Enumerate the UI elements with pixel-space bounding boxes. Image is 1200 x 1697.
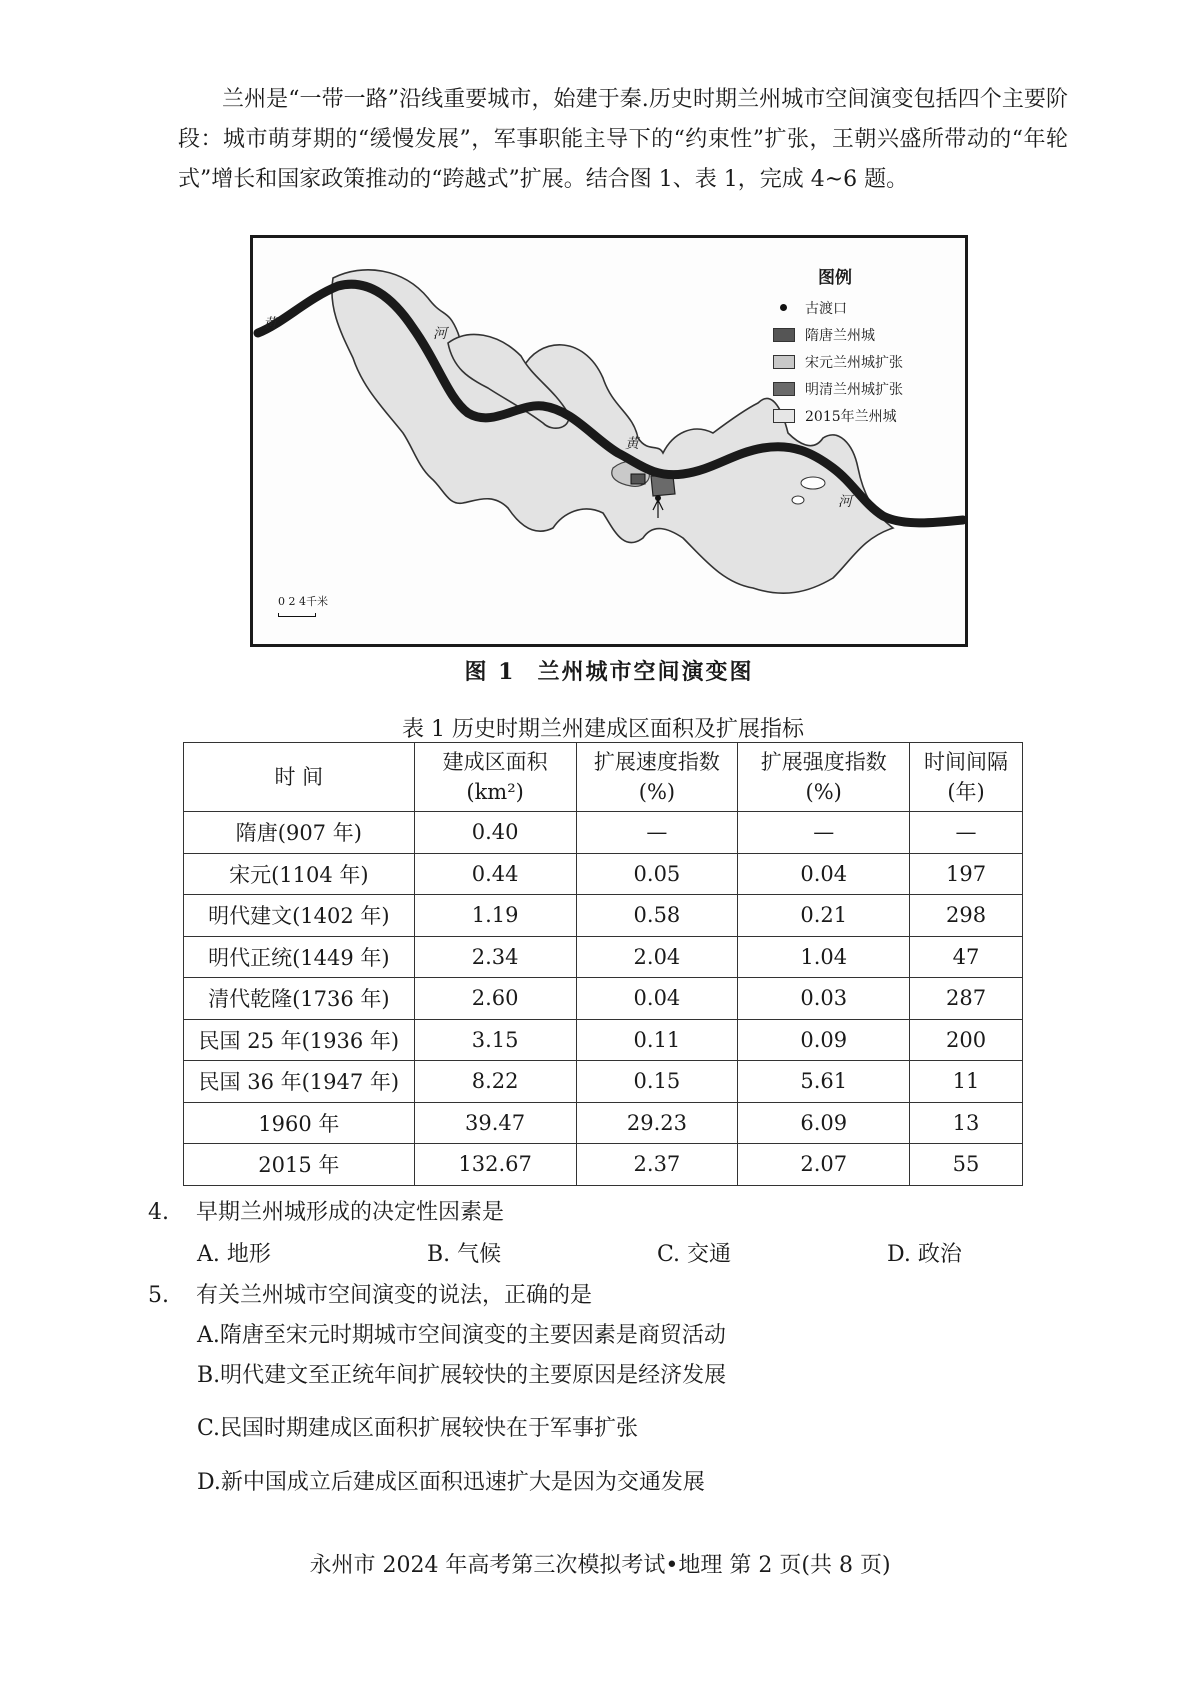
table-cell: 1.19 (414, 895, 576, 937)
legend-title: 图例 (818, 268, 852, 288)
table-cell: 11 (910, 1061, 1023, 1103)
header-interval: 时间间隔 (年) (910, 743, 1023, 812)
table-cell: 民国 25 年(1936 年) (184, 1019, 415, 1061)
option-c: C. 交通 (657, 1242, 732, 1267)
table-row (184, 895, 1023, 937)
question-stem: 有关兰州城市空间演变的说法，正确的是 (196, 1283, 593, 1308)
question-stem: 早期兰州城形成的决定性因素是 (196, 1200, 505, 1225)
option-b: B. 气候 (427, 1242, 502, 1267)
legend-item-suitang (773, 321, 953, 348)
table-cell: 39.47 (414, 1102, 576, 1144)
scale-label: 0 2 4千米 (278, 595, 328, 608)
table-row (184, 1061, 1023, 1103)
table-cell: — (576, 812, 738, 854)
question-4-options (197, 1237, 977, 1268)
option-a: A. 地形 (197, 1242, 271, 1267)
table-row (184, 1019, 1023, 1061)
header-time: 时 间 (184, 743, 415, 812)
header-speed: 扩展速度指数 (%) (576, 743, 738, 812)
legend-item-ferry (773, 294, 953, 321)
table-cell: 0.04 (738, 853, 910, 895)
table-cell: — (910, 812, 1023, 854)
table-cell: 8.22 (414, 1061, 576, 1103)
dot-icon (773, 301, 795, 315)
table-cell: 200 (910, 1019, 1023, 1061)
table-cell: 1.04 (738, 936, 910, 978)
table-cell: 隋唐(907 年) (184, 812, 415, 854)
table-cell: 0.03 (738, 978, 910, 1020)
table-row (184, 812, 1023, 854)
table-cell: 5.61 (738, 1061, 910, 1103)
table-cell: 2.07 (738, 1144, 910, 1186)
table-cell: 55 (910, 1144, 1023, 1186)
legend-swatch (773, 328, 795, 342)
table-row (184, 936, 1023, 978)
table-cell: 0.09 (738, 1019, 910, 1061)
river-label: 河 (838, 494, 852, 510)
map-legend (773, 263, 953, 429)
option-a: A.隋唐至宋元时期城市空间演变的主要因素是商贸活动 (197, 1323, 726, 1348)
table-cell: 132.67 (414, 1144, 576, 1186)
legend-item-mingqing (773, 375, 953, 402)
table-cell: 2015 年 (184, 1144, 415, 1186)
legend-label: 明清兰州城扩张 (805, 381, 903, 398)
intro-paragraph: 兰州是“一带一路”沿线重要城市，始建于秦.历史时期兰州城市空间演变包括四个主要阶段：城市萌芽期的“缓慢发展”，军事职能主导下的“约束性”扩张，王朝兴盛所带动的“年轮式”增长和国家政策推动的“跨越式”扩展。结合图 1、表 1，完成 4~6 题。 (178, 87, 1068, 192)
legend-swatch (773, 355, 795, 369)
legend-item-2015 (773, 402, 953, 429)
river-label: 河 (433, 326, 447, 342)
table-cell: 明代正统(1449 年) (184, 936, 415, 978)
question-number: 5. (148, 1283, 169, 1308)
table-cell: 2.34 (414, 936, 576, 978)
table-cell: 47 (910, 936, 1023, 978)
table-cell: 0.44 (414, 853, 576, 895)
question-5 (148, 1278, 592, 1309)
table-cell: 298 (910, 895, 1023, 937)
figure-title: 兰州城市空间演变图 (537, 659, 754, 685)
question-4 (148, 1195, 504, 1226)
figure-1 (250, 235, 968, 690)
island (801, 477, 825, 489)
table-cell: 0.11 (576, 1019, 738, 1061)
table-cell: 29.23 (576, 1102, 738, 1144)
table-row (184, 978, 1023, 1020)
table-cell: — (738, 812, 910, 854)
scale-bar (278, 613, 316, 617)
header-area: 建成区面积 (km²) (414, 743, 576, 812)
table-title: 表 1 历史时期兰州建成区面积及扩展指标 (402, 717, 804, 742)
table-cell: 287 (910, 978, 1023, 1020)
table-cell: 1960 年 (184, 1102, 415, 1144)
header-intensity: 扩展强度指数 (%) (738, 743, 910, 812)
table-cell: 0.21 (738, 895, 910, 937)
table-cell: 0.05 (576, 853, 738, 895)
legend-label: 宋元兰州城扩张 (805, 354, 903, 371)
table-cell: 0.58 (576, 895, 738, 937)
option-d: D. 政治 (887, 1242, 962, 1267)
suitang-area (631, 474, 645, 484)
table-cell: 2.04 (576, 936, 738, 978)
legend-label: 古渡口 (805, 300, 847, 317)
island (792, 496, 804, 504)
table-cell: 2.37 (576, 1144, 738, 1186)
table-cell: 3.15 (414, 1019, 576, 1061)
table-cell: 13 (910, 1102, 1023, 1144)
legend-label: 隋唐兰州城 (805, 327, 875, 344)
table-cell: 0.04 (576, 978, 738, 1020)
legend-item-songyuan (773, 348, 953, 375)
table-cell: 明代建文(1402 年) (184, 895, 415, 937)
question-number: 4. (148, 1200, 169, 1225)
table-cell: 2.60 (414, 978, 576, 1020)
figure-number: 图 1 (464, 659, 516, 685)
river-label: 黄 (625, 436, 639, 452)
table-cell: 清代乾隆(1736 年) (184, 978, 415, 1020)
table-cell: 民国 36 年(1947 年) (184, 1061, 415, 1103)
table-cell: 宋元(1104 年) (184, 853, 415, 895)
table-row (184, 853, 1023, 895)
map-frame (250, 235, 968, 647)
table-cell: 0.15 (576, 1061, 738, 1103)
option-d: D.新中国成立后建成区面积迅速扩大是因为交通发展 (197, 1470, 705, 1495)
option-c: C.民国时期建成区面积扩展较快在于军事扩张 (197, 1416, 639, 1441)
figure-caption (250, 655, 968, 686)
option-b: B.明代建文至正统年间扩展较快的主要原因是经济发展 (197, 1363, 727, 1388)
table-cell: 0.40 (414, 812, 576, 854)
page-footer: 永州市 2024 年高考第三次模拟考试•地理 第 2 页(共 8 页) (309, 1553, 891, 1578)
legend-swatch (773, 409, 795, 423)
legend-swatch (773, 382, 795, 396)
table-cell: 6.09 (738, 1102, 910, 1144)
river-label: 黄 (263, 316, 277, 332)
table-row (184, 1102, 1023, 1144)
expansion-table (183, 742, 1023, 1186)
table-cell: 197 (910, 853, 1023, 895)
legend-label: 2015年兰州城 (805, 408, 897, 425)
table-header-row (184, 743, 1023, 812)
table-row (184, 1144, 1023, 1186)
